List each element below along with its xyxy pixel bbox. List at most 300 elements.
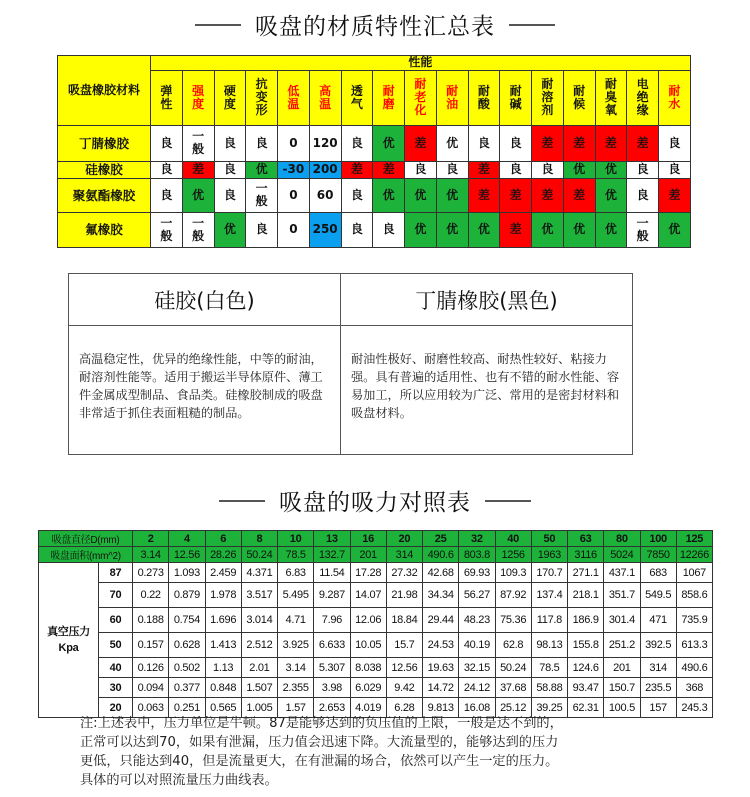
force-value: 5.307	[314, 658, 350, 678]
force-value: 1.978	[205, 583, 241, 608]
force-value: 6.029	[350, 678, 386, 698]
force-value: 3.98	[314, 678, 350, 698]
area-value: 132.7	[314, 547, 350, 563]
force-value: 0.377	[169, 678, 205, 698]
force-value: 32.15	[459, 658, 495, 678]
rating-value: 优	[446, 135, 459, 150]
silicone-heading: 硅胶(白色)	[69, 274, 341, 326]
rating-cell	[595, 126, 627, 162]
rating-cell	[405, 213, 437, 248]
force-value: 0.251	[169, 698, 205, 718]
force-value: 314	[640, 658, 676, 678]
rating-value: 一般	[160, 215, 173, 243]
column-header	[563, 71, 595, 126]
column-header-label: 低温	[287, 83, 300, 111]
material-row	[58, 162, 691, 179]
column-header-label: 耐碱	[509, 83, 522, 111]
force-value: 15.7	[386, 633, 422, 658]
force-value: 21.98	[386, 583, 422, 608]
rating-cell	[373, 162, 405, 179]
force-value: 4.019	[350, 698, 386, 718]
force-value: 40.19	[459, 633, 495, 658]
rating-value: 优	[414, 222, 427, 237]
material-row	[58, 213, 691, 248]
pressure-unit: Kpa	[58, 642, 79, 654]
rating-value: 一般	[255, 181, 268, 209]
rating-cell	[151, 179, 183, 213]
force-value: 235.5	[640, 678, 676, 698]
rating-value: 差	[541, 135, 554, 150]
rating-cell	[468, 179, 500, 213]
rating-value: 差	[414, 135, 427, 150]
rating-cell	[309, 179, 341, 213]
section-title-text: 吸盘的吸力对照表	[279, 490, 471, 516]
rating-value: 良	[509, 162, 522, 177]
rating-value: 良	[160, 162, 173, 177]
force-value: 0.879	[169, 583, 205, 608]
rating-cell	[246, 162, 278, 179]
column-header	[182, 71, 214, 126]
force-value: 9.287	[314, 583, 350, 608]
area-value: 803.8	[459, 547, 495, 563]
diameter-value: 63	[568, 531, 604, 547]
force-value: 157	[640, 698, 676, 718]
area-value: 5024	[604, 547, 640, 563]
diameter-value: 16	[350, 531, 386, 547]
rating-value: 良	[160, 187, 173, 202]
force-value: 0.22	[133, 583, 169, 608]
column-header	[595, 71, 627, 126]
column-header	[436, 71, 468, 126]
rating-value: 0	[289, 135, 298, 150]
material-name: 氟橡胶	[58, 213, 151, 248]
force-value: 3.517	[241, 583, 277, 608]
force-value: 1067	[676, 563, 712, 583]
rating-value: 良	[223, 162, 236, 177]
rating-value: 优	[668, 222, 681, 237]
pressure-label: 真空压力	[47, 626, 90, 638]
rating-value: 良	[350, 135, 363, 150]
force-value: 301.4	[604, 608, 640, 633]
rating-cell	[532, 126, 564, 162]
force-value: 150.7	[604, 678, 640, 698]
rating-value: 优	[541, 222, 554, 237]
rating-value: 差	[509, 187, 522, 202]
column-header	[341, 71, 373, 126]
diameter-value: 100	[640, 531, 676, 547]
force-value: 7.96	[314, 608, 350, 633]
rating-cell	[278, 162, 310, 179]
rating-value: 60	[316, 187, 334, 202]
rating-cell	[659, 162, 691, 179]
force-value: 10.05	[350, 633, 386, 658]
column-header-label: 强度	[192, 83, 205, 111]
rating-value: 良	[255, 135, 268, 150]
footnote-line: 具体的可以对照流量压力曲线表。	[80, 773, 278, 788]
rating-cell	[278, 179, 310, 213]
rating-cell	[373, 126, 405, 162]
force-value: 78.5	[531, 658, 567, 678]
pressure-value: 87	[99, 563, 133, 583]
force-value: 218.1	[568, 583, 604, 608]
pressure-value: 50	[99, 633, 133, 658]
area-value: 314	[386, 547, 422, 563]
column-header-label: 高温	[319, 83, 332, 111]
material-row	[58, 179, 691, 213]
rating-value: 差	[604, 135, 617, 150]
rating-cell	[214, 162, 246, 179]
rating-cell	[563, 179, 595, 213]
rating-value: 差	[636, 135, 649, 150]
rating-value: 120	[312, 135, 338, 150]
force-value: 0.848	[205, 678, 241, 698]
rating-value: 良	[541, 162, 554, 177]
diameter-label: 吸盘直径D(mm)	[39, 531, 133, 547]
rating-value: 优	[223, 222, 236, 237]
rating-cell	[468, 213, 500, 248]
section-title-text: 吸盘的材质特性汇总表	[255, 14, 495, 40]
rating-cell	[532, 179, 564, 213]
rating-value: 良	[160, 135, 173, 150]
rating-value: 良	[382, 222, 395, 237]
rating-value: 良	[636, 187, 649, 202]
rating-cell	[659, 126, 691, 162]
force-value: 6.28	[386, 698, 422, 718]
pressure-row	[39, 608, 713, 633]
force-value: 93.47	[568, 678, 604, 698]
force-value: 9.813	[423, 698, 459, 718]
rating-value: 优	[446, 222, 459, 237]
area-value: 1963	[531, 547, 567, 563]
force-value: 34.34	[423, 583, 459, 608]
force-value: 613.3	[676, 633, 712, 658]
force-value: 0.628	[169, 633, 205, 658]
force-value: 109.3	[495, 563, 531, 583]
force-value: 2.653	[314, 698, 350, 718]
column-header	[468, 71, 500, 126]
rating-value: 优	[414, 187, 427, 202]
rating-value: 良	[350, 187, 363, 202]
rating-value: 优	[446, 187, 459, 202]
force-value: 42.68	[423, 563, 459, 583]
column-header-label: 耐油	[446, 83, 459, 111]
diameter-value: 4	[169, 531, 205, 547]
force-value: 271.1	[568, 563, 604, 583]
rating-cell	[563, 162, 595, 179]
rating-value: 差	[541, 187, 554, 202]
diameter-value: 10	[278, 531, 314, 547]
diameter-row	[39, 531, 713, 547]
force-value: 12.06	[350, 608, 386, 633]
area-value: 1256	[495, 547, 531, 563]
force-value: 24.53	[423, 633, 459, 658]
force-value: 69.93	[459, 563, 495, 583]
column-header-label: 耐磨	[382, 83, 395, 111]
rating-cell	[468, 162, 500, 179]
rating-cell	[659, 213, 691, 248]
rating-cell	[500, 162, 532, 179]
force-value: 19.63	[423, 658, 459, 678]
diameter-value: 20	[386, 531, 422, 547]
rating-value: 优	[604, 162, 617, 177]
rating-value: 良	[223, 135, 236, 150]
force-value: 117.8	[531, 608, 567, 633]
rating-value: 良	[223, 187, 236, 202]
title-rule-left	[219, 500, 265, 502]
force-value: 27.32	[386, 563, 422, 583]
rating-value: 优	[573, 162, 586, 177]
section-title-suction-force	[0, 484, 750, 517]
rating-cell	[563, 126, 595, 162]
column-header-label: 耐臭氧	[604, 77, 617, 118]
rating-value: 良	[446, 162, 459, 177]
force-value: 56.27	[459, 583, 495, 608]
force-value: 735.9	[676, 608, 712, 633]
force-value: 1.696	[205, 608, 241, 633]
rating-value: 优	[382, 187, 395, 202]
force-value: 170.7	[531, 563, 567, 583]
rating-cell	[214, 213, 246, 248]
column-header	[214, 71, 246, 126]
column-header-label: 电绝缘	[636, 77, 649, 118]
force-value: 683	[640, 563, 676, 583]
column-header-label: 耐酸	[477, 83, 490, 111]
force-value: 2.355	[278, 678, 314, 698]
force-value: 0.754	[169, 608, 205, 633]
rating-cell	[405, 162, 437, 179]
rating-cell	[627, 162, 659, 179]
rating-cell	[214, 126, 246, 162]
force-value: 1.413	[205, 633, 241, 658]
rating-cell	[595, 213, 627, 248]
rating-value: 优	[604, 222, 617, 237]
column-header	[278, 71, 310, 126]
force-value: 1.13	[205, 658, 241, 678]
diameter-value: 8	[241, 531, 277, 547]
diameter-value: 13	[314, 531, 350, 547]
force-value: 1.57	[278, 698, 314, 718]
rating-cell	[182, 213, 214, 248]
column-header-label: 弹性	[160, 83, 173, 111]
rating-value: 200	[312, 162, 338, 177]
force-value: 14.72	[423, 678, 459, 698]
rating-cell	[246, 213, 278, 248]
area-value: 50.24	[241, 547, 277, 563]
force-value: 549.5	[640, 583, 676, 608]
rating-cell	[500, 179, 532, 213]
rating-cell	[436, 179, 468, 213]
footnote-line: 正常可以达到70，如果有泄漏，压力值会迅速下降。大流量型的，能够达到的压力	[80, 735, 559, 750]
footnote	[80, 714, 700, 790]
rating-value: 良	[636, 162, 649, 177]
diameter-value: 80	[604, 531, 640, 547]
force-value: 6.83	[278, 563, 314, 583]
force-value: 437.1	[604, 563, 640, 583]
force-value: 14.07	[350, 583, 386, 608]
rating-value: 良	[477, 135, 490, 150]
area-value: 78.5	[278, 547, 314, 563]
rating-value: 差	[382, 162, 395, 177]
material-row	[58, 126, 691, 162]
force-value: 251.2	[604, 633, 640, 658]
rating-value: 优	[255, 162, 268, 177]
force-value: 1.507	[241, 678, 277, 698]
rating-value: 差	[509, 222, 522, 237]
column-header	[405, 71, 437, 126]
pressure-value: 60	[99, 608, 133, 633]
force-value: 3.14	[278, 658, 314, 678]
force-value: 39.25	[531, 698, 567, 718]
area-value: 28.26	[205, 547, 241, 563]
column-header	[246, 71, 278, 126]
force-value: 490.6	[676, 658, 712, 678]
column-header-label: 耐老化	[414, 77, 427, 118]
force-value: 3.925	[278, 633, 314, 658]
force-value: 18.84	[386, 608, 422, 633]
rating-cell	[341, 213, 373, 248]
nitrile-heading: 丁腈橡胶(黑色)	[341, 274, 632, 326]
force-value: 24.12	[459, 678, 495, 698]
force-value: 12.56	[386, 658, 422, 678]
column-header	[627, 71, 659, 126]
rating-cell	[373, 179, 405, 213]
force-value: 2.01	[241, 658, 277, 678]
force-value: 3.014	[241, 608, 277, 633]
rating-value: 250	[312, 222, 338, 237]
force-value: 124.6	[568, 658, 604, 678]
suction-force-table	[38, 530, 713, 718]
rating-cell	[246, 179, 278, 213]
material-name: 丁腈橡胶	[58, 126, 151, 162]
pressure-value: 70	[99, 583, 133, 608]
area-value: 3116	[568, 547, 604, 563]
force-value: 858.6	[676, 583, 712, 608]
rating-cell	[341, 162, 373, 179]
header-row	[58, 71, 691, 126]
rating-cell	[151, 213, 183, 248]
rating-cell	[436, 162, 468, 179]
force-value: 4.71	[278, 608, 314, 633]
rating-value: 差	[477, 187, 490, 202]
diameter-value: 40	[495, 531, 531, 547]
rating-value: 优	[604, 187, 617, 202]
material-name: 硅橡胶	[58, 162, 151, 179]
rating-cell	[436, 213, 468, 248]
column-header	[151, 71, 183, 126]
area-value: 12.56	[169, 547, 205, 563]
pressure-row	[39, 563, 713, 583]
rating-cell	[436, 126, 468, 162]
rating-value: 差	[192, 162, 205, 177]
rating-cell	[309, 126, 341, 162]
column-header-label: 耐水	[668, 83, 681, 111]
rating-cell	[278, 126, 310, 162]
force-value: 9.42	[386, 678, 422, 698]
force-value: 29.44	[423, 608, 459, 633]
diameter-value: 125	[676, 531, 712, 547]
force-value: 0.126	[133, 658, 169, 678]
force-value: 58.88	[531, 678, 567, 698]
rating-cell	[659, 179, 691, 213]
force-value: 11.54	[314, 563, 350, 583]
rating-cell	[468, 126, 500, 162]
column-header	[373, 71, 405, 126]
area-value: 7850	[640, 547, 676, 563]
rating-value: -30	[282, 162, 305, 177]
rating-cell	[405, 126, 437, 162]
rating-cell	[627, 179, 659, 213]
rating-value: 一般	[636, 215, 649, 243]
column-header-label: 耐候	[573, 83, 586, 111]
pressure-row	[39, 658, 713, 678]
area-value: 490.6	[423, 547, 459, 563]
rating-value: 一般	[192, 215, 205, 243]
rating-cell	[373, 213, 405, 248]
rating-cell	[563, 213, 595, 248]
header-group-row	[58, 56, 691, 71]
rating-cell	[214, 179, 246, 213]
force-value: 100.5	[604, 698, 640, 718]
rating-value: 良	[668, 135, 681, 150]
rating-cell	[595, 179, 627, 213]
rating-cell	[341, 126, 373, 162]
nitrile-description: 耐油性极好、耐磨性较高、耐热性较好、粘接力强。具有普遍的适用性、也有不错的耐水性能、容易加工，所以应用较为广泛、常用的是密封材料和吸盘材料。	[351, 352, 620, 420]
diameter-value: 2	[133, 531, 169, 547]
rating-cell	[341, 179, 373, 213]
force-value: 62.31	[568, 698, 604, 718]
force-value: 5.495	[278, 583, 314, 608]
rating-value: 良	[509, 135, 522, 150]
force-value: 8.038	[350, 658, 386, 678]
rating-cell	[182, 126, 214, 162]
column-header	[500, 71, 532, 126]
area-value: 12266	[676, 547, 712, 563]
rating-cell	[151, 126, 183, 162]
material-properties-table	[57, 55, 691, 248]
pressure-value: 30	[99, 678, 133, 698]
rating-cell	[182, 179, 214, 213]
force-value: 2.459	[205, 563, 241, 583]
section-title-materials	[0, 8, 750, 41]
force-value: 0.157	[133, 633, 169, 658]
force-value: 75.36	[495, 608, 531, 633]
force-value: 25.12	[495, 698, 531, 718]
group-label: 性能	[151, 56, 691, 71]
force-value: 0.273	[133, 563, 169, 583]
force-value: 155.8	[568, 633, 604, 658]
rating-cell	[500, 126, 532, 162]
force-value: 0.188	[133, 608, 169, 633]
pressure-value: 40	[99, 658, 133, 678]
force-value: 1.093	[169, 563, 205, 583]
title-rule-left	[195, 24, 241, 26]
diameter-value: 50	[531, 531, 567, 547]
rating-cell	[627, 126, 659, 162]
pressure-axis-label	[39, 563, 99, 718]
force-value: 17.28	[350, 563, 386, 583]
rating-value: 差	[350, 162, 363, 177]
rating-cell	[246, 126, 278, 162]
force-value: 4.371	[241, 563, 277, 583]
force-value: 368	[676, 678, 712, 698]
area-value: 201	[350, 547, 386, 563]
pressure-row	[39, 633, 713, 658]
force-value: 245.3	[676, 698, 712, 718]
rating-value: 优	[573, 222, 586, 237]
column-header	[532, 71, 564, 126]
title-rule-right	[509, 24, 555, 26]
column-header-label: 硬度	[223, 83, 236, 111]
